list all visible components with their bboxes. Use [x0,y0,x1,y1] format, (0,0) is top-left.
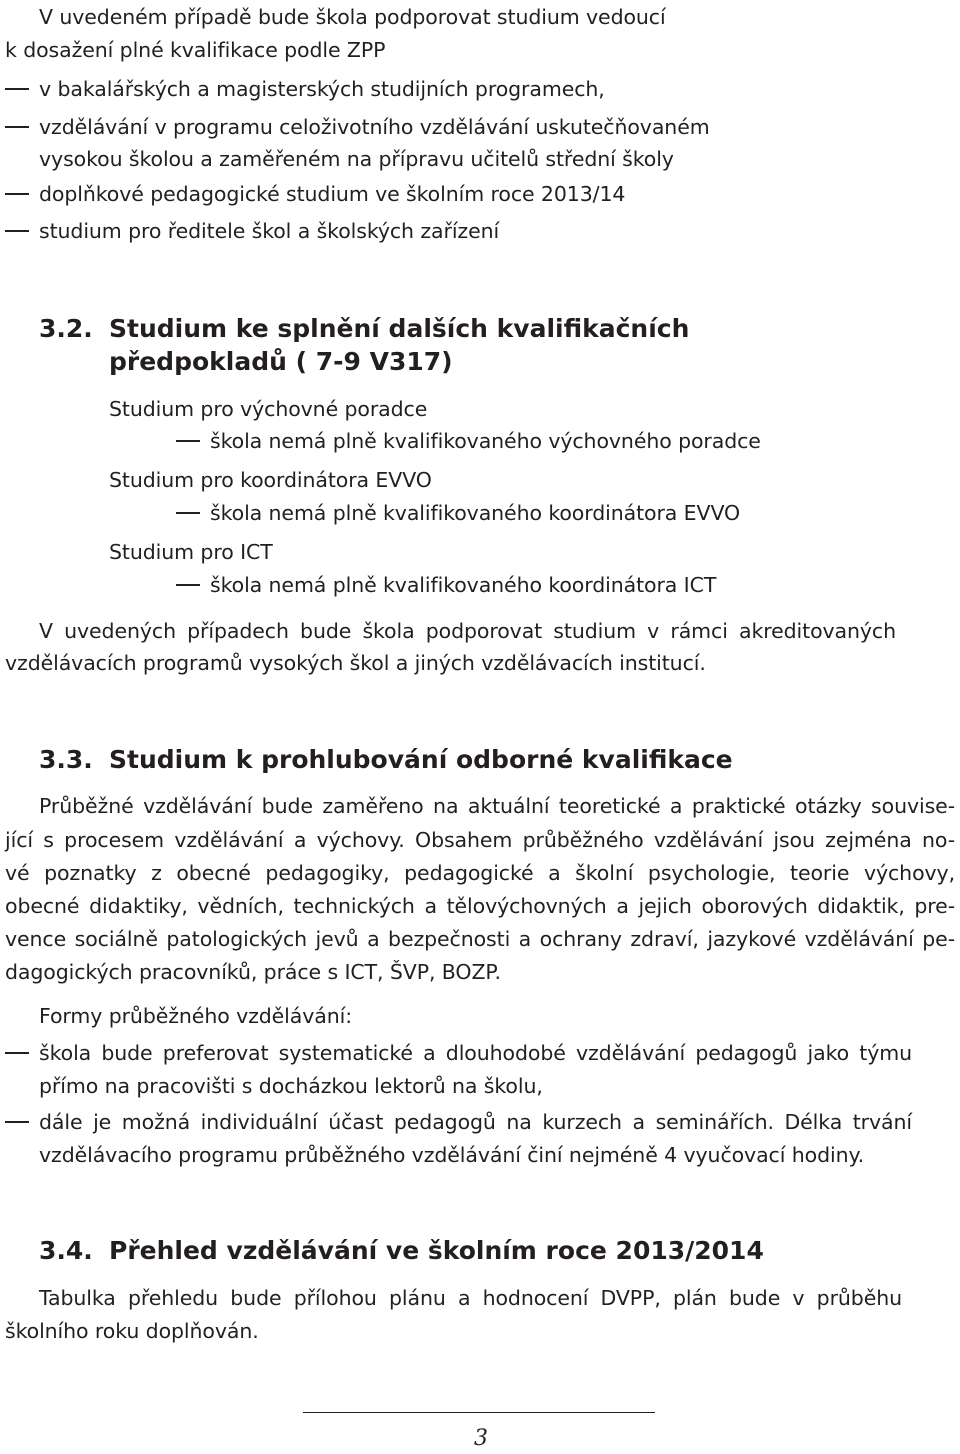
form-item-continuation: přímo na pracovišti s docházkou lektorů na školu, [39,1074,543,1098]
summary-line-2: vzdělávacích programů vysokých škol a jiných vzdělávacích institucí. [5,651,706,675]
list-item: v bakalářských a magisterských studijních programech, [39,77,605,101]
list-item: vzdělávání v programu celoživotního vzdělávání uskutečňovaném [39,115,710,139]
form-item-continuation: vzdělávacího programu průběžného vzdělávání činí nejméně 4 vyučovací hodiny. [39,1143,864,1167]
study-note: škola nemá plně kvalifikovaného koordinátora EVVO [210,501,741,525]
em-dash [5,1052,29,1054]
intro-line-2: k dosažení plné kvalifikace podle ZPP [5,38,386,62]
summary-line-1: V uvedených případech bude škola podporovat studium v rámci akreditovaných [39,619,896,643]
study-note: škola nemá plně kvalifikovaného koordinátora ICT [210,573,717,597]
paragraph-line: obecné didaktiky, vědních, technických a tělovýchovných a jejich oborových didaktik, pre- [5,894,955,918]
list-item-continuation: vysokou školou a zaměřeném na přípravu učitelů střední školy [39,147,674,171]
study-label: Studium pro výchovné poradce [109,397,428,421]
paragraph-line: školního roku doplňován. [5,1319,259,1343]
section-heading: Studium k prohlubování odborné kvalifikace [109,745,733,774]
intro-line-1: V uvedeném případě bude škola podporovat studium vedoucí [39,5,666,29]
section-number: 3.3. [39,745,93,774]
em-dash [5,193,29,195]
forms-label: Formy průběžného vzdělávání: [39,1004,353,1028]
em-dash [5,126,29,128]
section-heading: Přehled vzdělávání ve školním roce 2013/2014 [109,1236,764,1265]
list-item: studium pro ředitele škol a školských zařízení [39,219,500,243]
paragraph-line: vence sociálně patologických jevů a bezpečnosti a ochrany zdraví, jazykové vzdělávání pe- [5,927,955,951]
em-dash [5,1121,29,1123]
section-number: 3.4. [39,1236,93,1265]
study-note: škola nemá plně kvalifikovaného výchovného poradce [210,429,761,453]
em-dash [176,440,200,442]
section-number: 3.2. [39,314,93,343]
form-item: škola bude preferovat systematické a dlouhodobé vzdělávání pedagogů jako týmu [39,1041,912,1065]
paragraph-line: jící s procesem vzdělávání a výchovy. Obsahem průběžného vzdělávání jsou zejména no- [5,828,955,852]
em-dash [5,230,29,232]
study-label: Studium pro ICT [109,540,273,564]
em-dash [176,584,200,586]
paragraph-line: Průběžné vzdělávání bude zaměřeno na aktuální teoretické a praktické otázky souvise- [39,794,955,818]
paragraph-line: Tabulka přehledu bude přílohou plánu a hodnocení DVPP, plán bude v průběhu [39,1286,902,1310]
paragraph-line: vé poznatky z obecné pedagogiky, pedagogické a školní psychologie, teorie výchovy, [5,861,955,885]
page-number: 3 [474,1426,488,1451]
section-heading-line-2: předpokladů ( 7-9 V317) [109,347,453,376]
form-item: dále je možná individuální účast pedagogů na kurzech a seminářích. Délka trvání [39,1110,912,1134]
study-label: Studium pro koordinátora EVVO [109,468,432,492]
footer-rule [303,1412,655,1413]
paragraph-line: dagogických pracovníků, práce s ICT, ŠVP, BOZP. [5,960,501,984]
list-item: doplňkové pedagogické studium ve školním roce 2013/14 [39,182,626,206]
em-dash [5,88,29,90]
em-dash [176,512,200,514]
section-heading: Studium ke splnění dalších kvalifikačních [109,314,690,343]
